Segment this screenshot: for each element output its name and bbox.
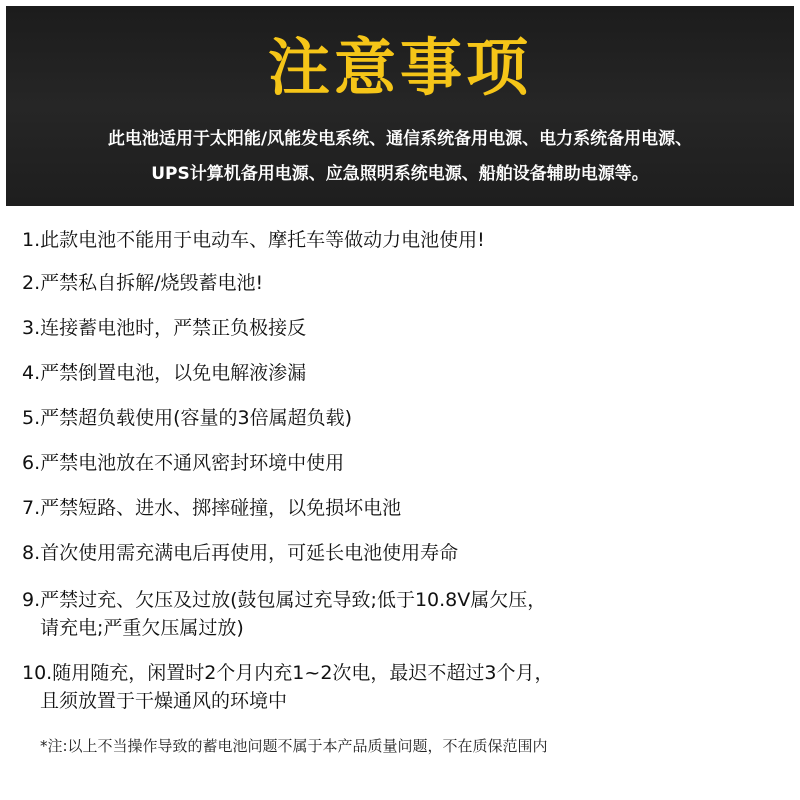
note-line-continued: 且须放置于干燥通风的环境中	[40, 690, 288, 712]
header-banner	[6, 6, 794, 206]
page-title: 注意事项	[267, 31, 532, 104]
note-line: 9.严禁过充、欠压及过放(鼓包属过充导致;低于10.8V属欠压，	[22, 589, 547, 611]
note-line: 5.严禁超负载使用(容量的3倍属超负载)	[22, 407, 353, 429]
note-line: 8.首次使用需充满电后再使用，可延长电池使用寿命	[22, 542, 459, 564]
note-item-9	[22, 586, 546, 642]
subtitle-line-1: 此电池适用于太阳能/风能发电系统、通信系统备用电源、电力系统备用电源、	[107, 129, 693, 149]
note-item-6	[22, 449, 344, 477]
note-line: 10.随用随充，闲置时2个月内充1~2次电，最迟不超过3个月，	[22, 662, 554, 684]
note-item-10	[22, 659, 554, 715]
note-line: 2.严禁私自拆解/烧毁蓄电池!	[22, 272, 264, 294]
note-line: 7.严禁短路、进水、掷摔碰撞，以免损坏电池	[22, 497, 402, 519]
note-line: 6.严禁电池放在不通风密封环境中使用	[22, 452, 345, 474]
note-item-7	[22, 494, 401, 522]
note-item-2	[22, 269, 263, 297]
note-item-1	[22, 226, 485, 254]
note-line: 4.严禁倒置电池，以免电解液渗漏	[22, 362, 307, 384]
note-line: 1.此款电池不能用于电动车、摩托车等做动力电池使用!	[22, 229, 485, 251]
disclaimer-footnote: *注:以上不当操作导致的蓄电池问题不属于本产品质量问题，不在质保范围内	[40, 737, 548, 755]
subtitle-line-2: UPS计算机备用电源、应急照明系统电源、船舶设备辅助电源等。	[151, 164, 649, 184]
note-item-3	[22, 314, 306, 342]
note-line-continued: 请充电;严重欠压属过放)	[40, 617, 244, 639]
note-item-5	[22, 404, 352, 432]
note-item-4	[22, 359, 306, 387]
note-line: 3.连接蓄电池时，严禁正负极接反	[22, 317, 307, 339]
note-item-8	[22, 539, 458, 567]
